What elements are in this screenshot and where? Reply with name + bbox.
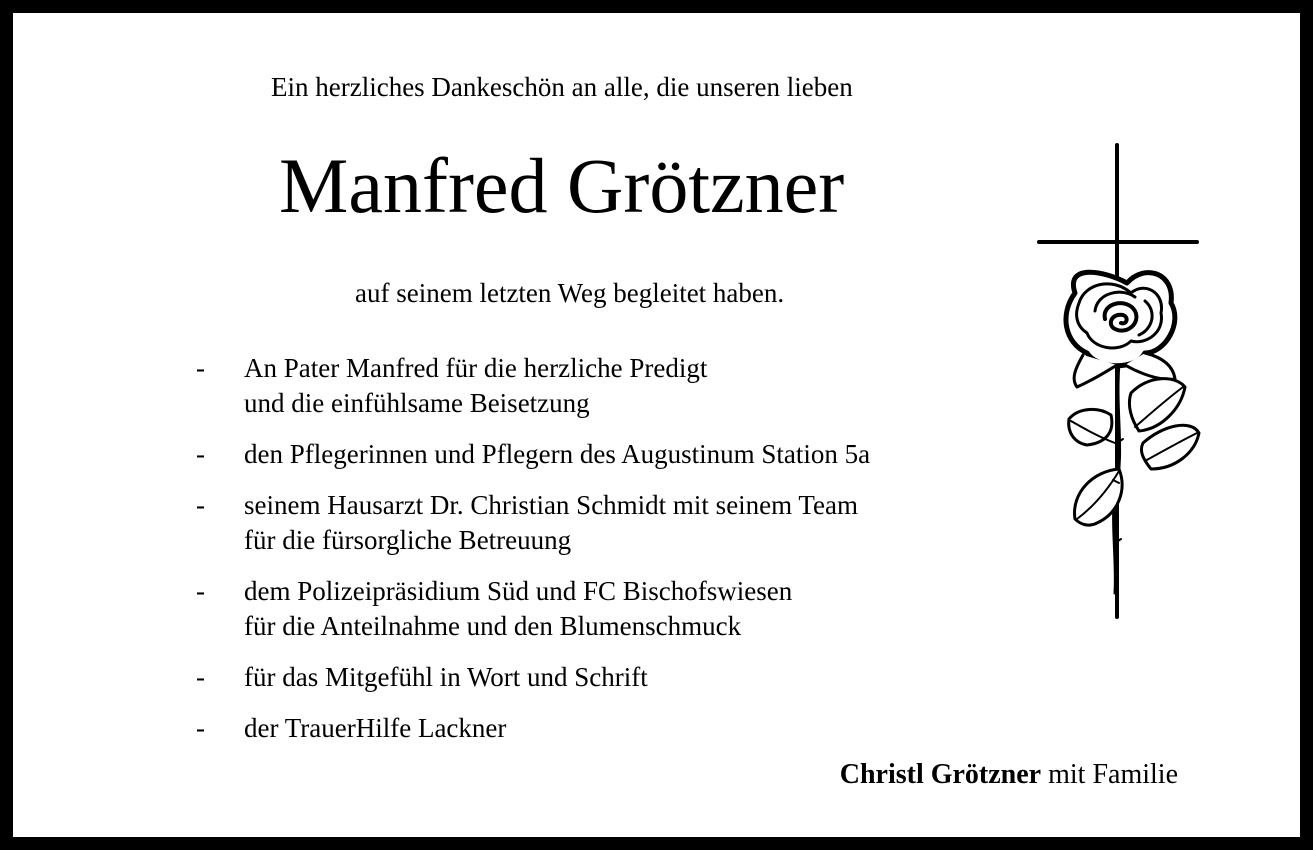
signature-suffix: mit Familie [1048,759,1178,790]
after-text: auf seinem letzten Weg begleitet haben. [355,278,785,308]
list-item [196,351,870,421]
list-item [196,437,870,472]
list-item-line: für die fürsorgliche Betreuung [244,525,572,555]
deceased-name: Manfred Grötzner [279,142,845,229]
list-item-line: seinem Hausarzt Dr. Christian Schmidt mit seinem Team [244,490,858,520]
list-dash: - [196,576,205,606]
intro-text: Ein herzliches Dankeschön an alle, die unseren lieben [271,72,853,102]
cross-with-rose-icon [1035,143,1205,621]
list-dash: - [196,713,205,743]
list-item-line: der TrauerHilfe Lackner [244,713,507,743]
list-item-line: dem Polizeipräsidium Süd und FC Bischofswiesen [244,576,793,606]
list-item [196,574,870,644]
signature-name: Christl Grötzner [839,759,1042,790]
list-item [196,488,870,558]
list-item-line: An Pater Manfred für die herzliche Predigt [244,353,708,383]
list-item-line: für die Anteilnahme und den Blumenschmuck [244,611,742,641]
list-item [196,660,870,695]
list-item-line: und die einfühlsame Beisetzung [244,388,590,418]
list-dash: - [196,353,205,383]
list-dash: - [196,490,205,520]
list-dash: - [196,439,205,469]
list-item-line: den Pflegerinnen und Pflegern des Augustinum Station 5a [244,439,871,469]
thanks-list [196,351,870,762]
list-dash: - [196,662,205,692]
list-item-line: für das Mitgefühl in Wort und Schrift [244,662,648,692]
list-item [196,711,870,746]
signature [840,758,1178,792]
